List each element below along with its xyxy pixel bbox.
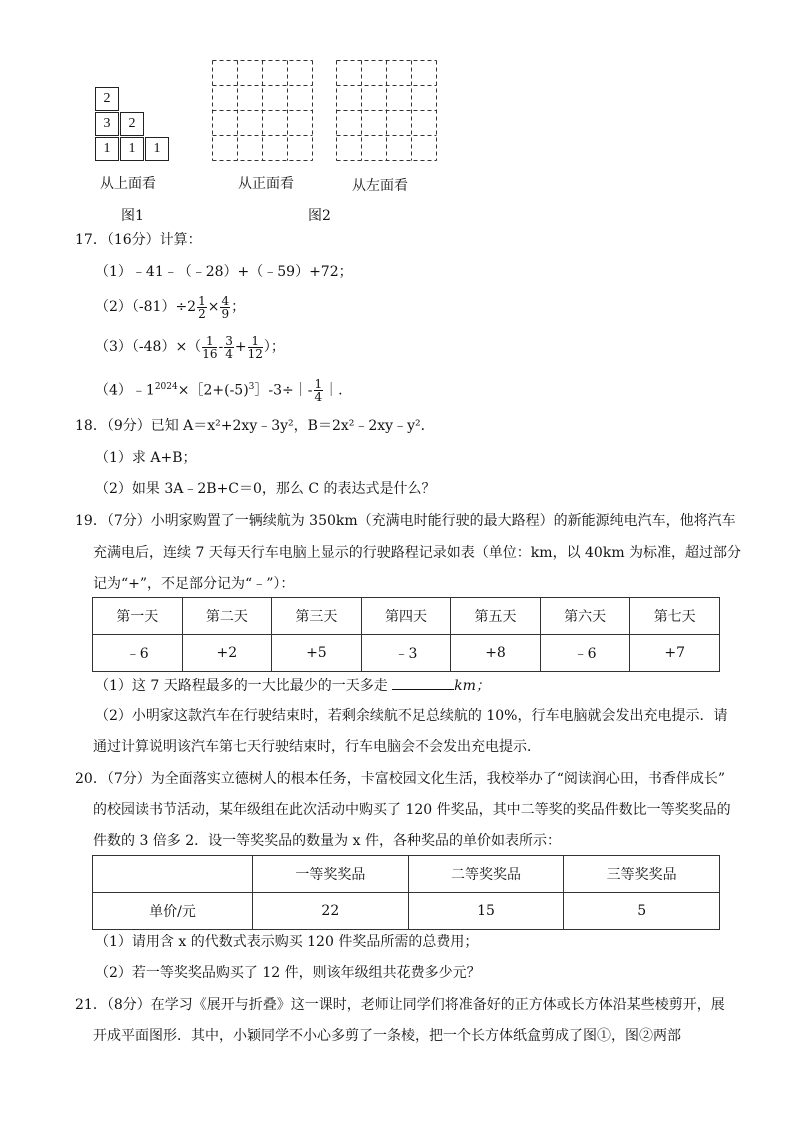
q21-line-2: 开成平面图形．其中，小颖同学不小心多剪了一条棱，把一个长方体纸盒剪成了图①，图②两部 [93, 1028, 681, 1044]
q17-part-2: （2）（-81）÷2 $\frac{1}{2}$ × $\frac{4}{9}$ ； [95, 293, 246, 321]
table-header-cell: 第七天 [630, 598, 720, 635]
top-view-cell-r3c2: 1 [120, 137, 144, 161]
table-header-cell: 第五天 [451, 598, 541, 635]
q18-part-1: （1）求 A+B； [95, 450, 197, 466]
table-cell: 15 [408, 893, 564, 930]
left-view-dashed-grid [336, 60, 438, 162]
q20-line-1: 20．（7分）为全面落实立德树人的根本任务，卡富校园文化生活，我校举办了“阅读润心田，书香伴成长” [75, 771, 726, 787]
table-header-cell: 第二天 [182, 598, 272, 635]
table-cell: +2 [182, 635, 272, 672]
table-cell: ﹣6 [540, 635, 630, 672]
table-header-cell [93, 856, 253, 893]
table-cell: +7 [630, 635, 720, 672]
table-header-cell: 三等奖奖品 [564, 856, 720, 893]
q20-line-2: 的校园读书节活动，某年级组在此次活动中购买了 120 件奖品，其中二等奖的奖品件数比一等奖奖品的 [93, 802, 731, 818]
front-view-dashed-grid [212, 60, 314, 162]
table-cell: +8 [451, 635, 541, 672]
table-header-cell: 二等奖奖品 [408, 856, 564, 893]
q20-line-3: 件数的 3 倍多 2．设一等奖奖品的数量为 x 件，各种奖品的单价如表所示： [93, 833, 561, 849]
answer-blank[interactable] [392, 675, 454, 690]
q19-part-2-line-1: （2）小明家这款汽车在行驶结束时，若剩余续航不足总续航的 10%，行车电脑就会发出充电提示．请 [95, 708, 728, 724]
top-view-cell-r2c1: 3 [95, 112, 119, 136]
table-header-cell: 一等奖奖品 [253, 856, 409, 893]
q17-part-4: $(4)﹣1^{2024}\times[2+(-5)^3]-3\div|-$ $\frac{1}{4}$ ｜. [95, 377, 343, 405]
table-header-cell: 第三天 [272, 598, 362, 635]
q20-part-2: （2）若一等奖奖品购买了 12 件，则该年级组共花费多少元？ [95, 965, 481, 981]
top-view-cell-r1: 2 [95, 87, 119, 111]
q17-part-1: （1）﹣41﹣（﹣28）+（﹣59）+72； [95, 264, 353, 280]
q21-line-1: 21．（8分）在学习《展开与折叠》这一课时，老师让同学们将准备好的正方体或长方体沿某些棱剪开，展 [75, 997, 725, 1013]
q19-line-1: 19．（7分）小明家购置了一辆续航为 350km（充满电时能行驶的最大路程）的新能源纯电汽车，他将汽车 [75, 513, 736, 529]
caption-front-view: 从正面看 [238, 176, 294, 192]
q19-part-1: （1）这 7 天路程最多的一大比最少的一天多走 km； [95, 675, 490, 696]
top-view-cell-r3c1: 1 [95, 137, 119, 161]
table-header-cell: 第四天 [361, 598, 451, 635]
table-cell: 22 [253, 893, 409, 930]
q17-part-3: （3）（-48）×（ $\frac{1}{16}$ - $\frac{3}{4}$ + $\frac{1}{12}$ ）； [95, 333, 285, 361]
q19-line-2: 充满电后，连续 7 天每天行车电脑上显示的行驶路程记录如表（单位：km，以 40km 为标准，超过部分 [93, 545, 742, 561]
table-cell: 5 [564, 893, 720, 930]
caption-top-view: 从上面看 [100, 176, 156, 192]
table-row [93, 856, 720, 893]
q19-part-2-line-2: 通过计算说明该汽车第七天行驶结束时，行车电脑会不会发出充电提示． [93, 739, 541, 755]
top-view-cell-r2c2: 2 [120, 112, 144, 136]
figure-1-label: 图1 [121, 208, 144, 224]
table-row [93, 635, 720, 672]
q18-heading: 18．（9分）已知 A＝x²+2xy﹣3y²，B＝2x²﹣2xy﹣y²． [75, 418, 435, 434]
q17-heading: 17．（16分）计算： [75, 232, 202, 248]
table-cell: ﹣6 [93, 635, 183, 672]
q20-part-1: （1）请用含 x 的代数式表示购买 120 件奖品所需的总费用； [95, 934, 479, 950]
table-cell: +5 [272, 635, 362, 672]
table-row [93, 598, 720, 635]
top-view-cell-r3c3: 1 [145, 137, 169, 161]
caption-left-view: 从左面看 [352, 178, 408, 194]
q20-price-table [92, 855, 720, 930]
figure-2-label: 图2 [308, 208, 331, 224]
table-cell: ﹣3 [361, 635, 451, 672]
table-row-label: 单价/元 [93, 893, 253, 930]
q19-mileage-table [92, 597, 720, 672]
q19-line-3: 记为“+”，不足部分记为“﹣”）： [93, 576, 295, 592]
q18-part-2: （2）如果 3A﹣2B+C＝0，那么 C 的表达式是什么？ [95, 481, 436, 497]
table-header-cell: 第一天 [93, 598, 183, 635]
table-header-cell: 第六天 [540, 598, 630, 635]
table-row [93, 893, 720, 930]
